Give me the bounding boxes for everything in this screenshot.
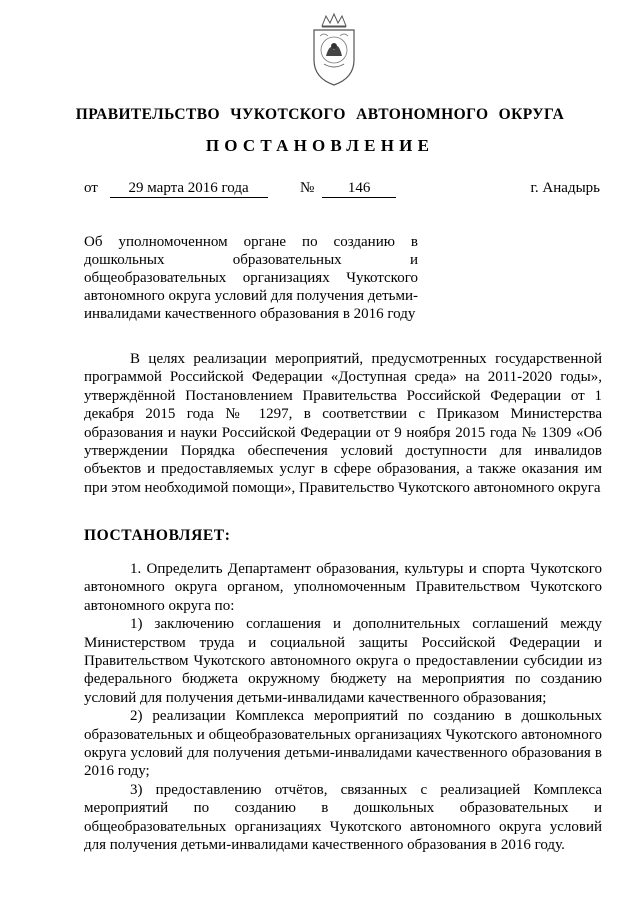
issue-place: г. Анадырь	[530, 180, 600, 196]
item-1-3: 3) предоставлению отчётов, связанных с реализацией Комплекса мероприятий по созданию в дошкольных образовательных и общеобразовательных организациях Чукотского автономного округа условий для получения детьми-инвалидами качественного образования в 2016 году.	[84, 781, 602, 854]
preamble-text: В целях реализации мероприятий, предусмотренных государственной программой Российской Федерации «Доступная среда» на 2011-2020 годы», утверждённой Постановлением Правительства Российской Федерации от 1 декабря 2015 года № 1297, в соответствии с Приказом Министерства образования и науки Российской Федерации от 9 ноября 2015 года № 1309 «Об утверждении Порядка обеспечения условий доступности для инвалидов объектов и предоставляемых услуг в сфере образования, а также оказания им при этом необходимой помощи», Правительство Чукотского автономного округа	[84, 351, 602, 496]
item-1-2: 2) реализации Комплекса мероприятий по созданию в дошкольных образовательных и общеобразовательных организациях Чукотского автономного округа условий для получения детьми-инвалидами качественного образования в 2016 году;	[84, 708, 602, 780]
preamble-block	[84, 350, 602, 497]
document-subject: Об уполномоченном органе по созданию в дошкольных образовательных и общеобразовательных организациях Чукотского автономного округа условий для получения детьми-инвалидами качественного образования в 2016 году	[84, 234, 418, 322]
government-title: ПРАВИТЕЛЬСТВО ЧУКОТСКОГО АВТОНОМНОГО ОКРУГА	[75, 106, 565, 123]
number-sign: №	[300, 180, 315, 196]
item-1-1: 1) заключению соглашения и дополнительных соглашений между Министерством труда и социальной защиты Российской Федерации и Правительством Чукотского автономного округа о предоставлении субсидии из федерального бюджета окружному бюджету на мероприятия по созданию условий для получения детьми-инвалидами качественного образования;	[84, 616, 602, 706]
date-line	[84, 180, 268, 198]
number-line	[300, 180, 396, 198]
item-1: 1. Определить Департамент образования, культуры и спорта Чукотского автономного округа органом, уполномоченным Правительством Чукотского автономного округа по:	[84, 561, 602, 614]
document-type: ПОСТАНОВЛЕНИЕ	[205, 136, 435, 155]
decree-items	[84, 560, 602, 855]
document-date: 29 марта 2016 года	[110, 180, 268, 198]
document-number: 146	[322, 180, 396, 198]
from-label: от	[84, 180, 98, 196]
chukotka-coat-of-arms-icon	[302, 12, 366, 88]
decree-heading: ПОСТАНОВЛЯЕТ:	[84, 527, 231, 544]
